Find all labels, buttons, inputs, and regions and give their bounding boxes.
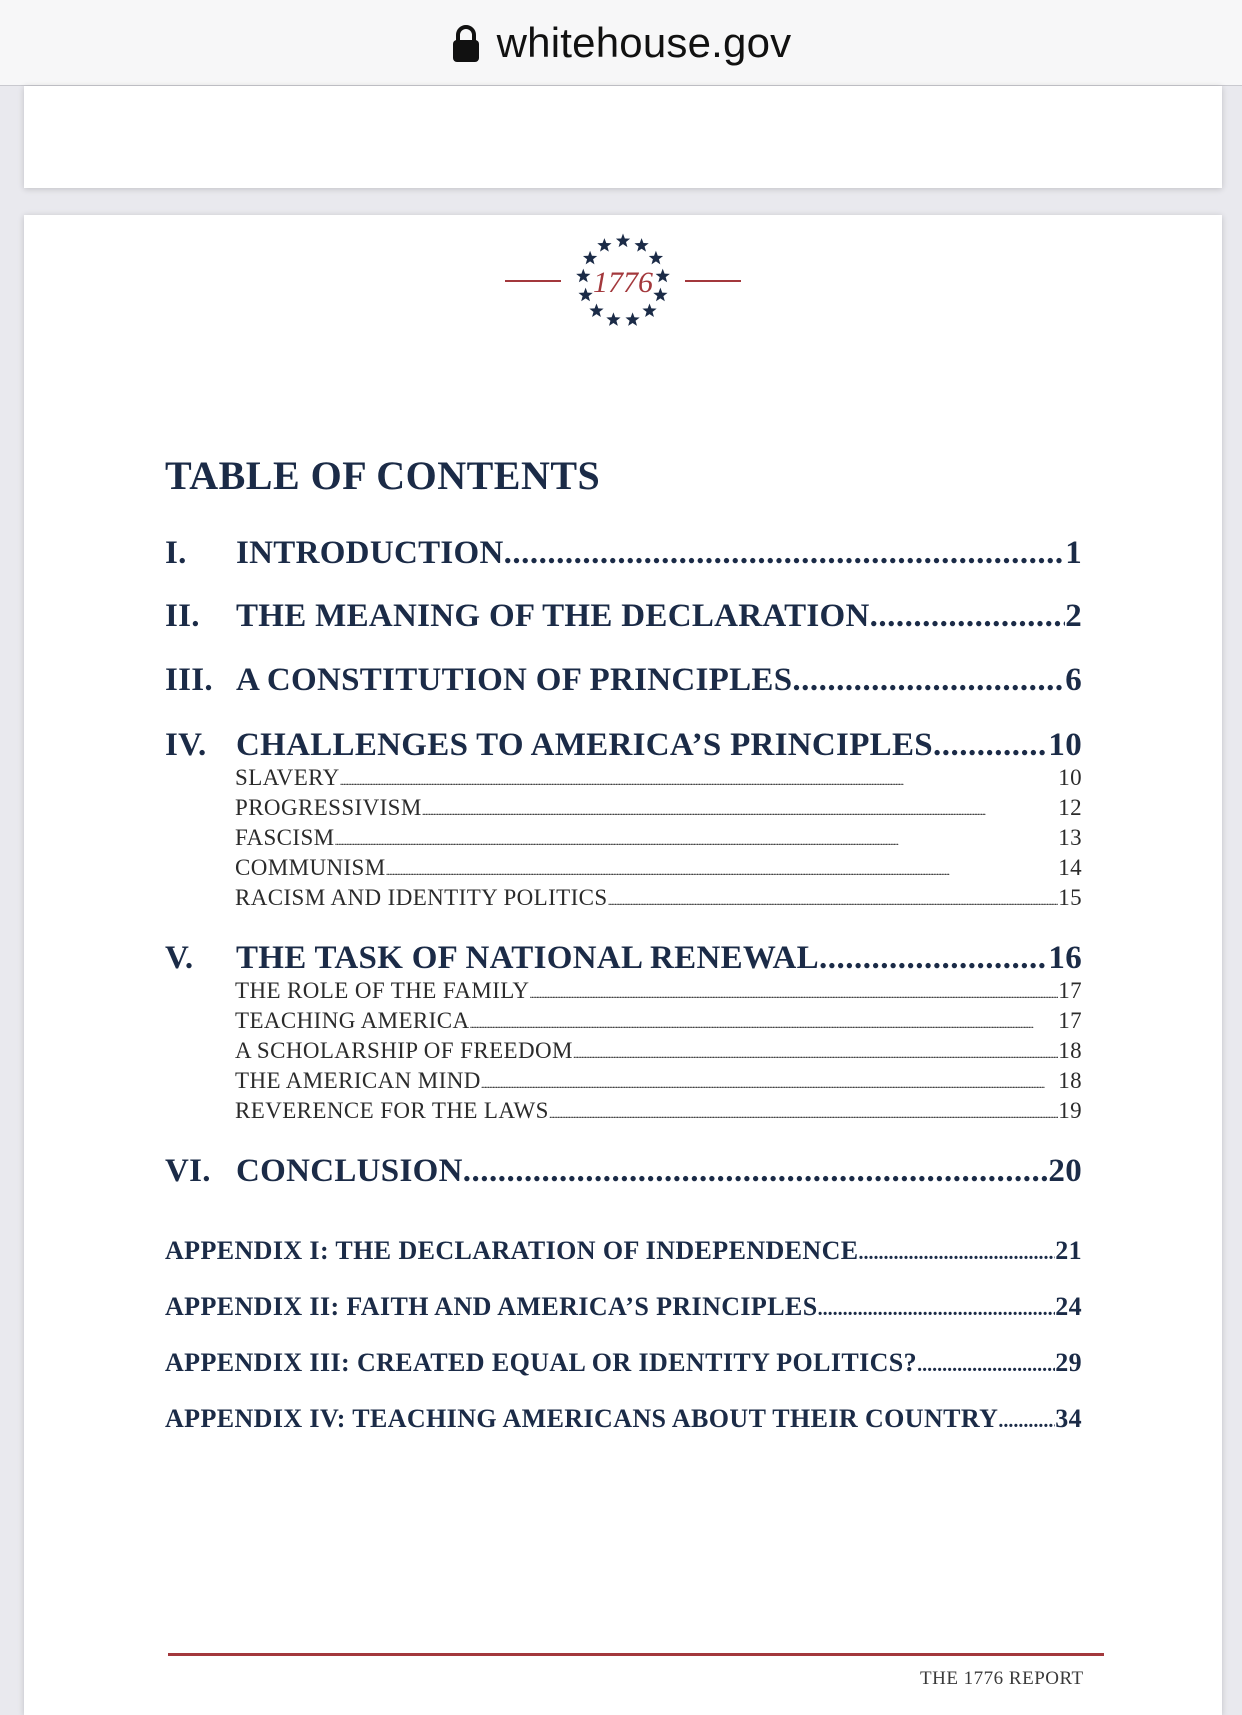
toc-subsection-entry[interactable] xyxy=(235,795,1082,821)
page-number: 10 xyxy=(1048,727,1082,763)
dot-leader xyxy=(481,1068,1058,1094)
page-number: 1 xyxy=(1065,535,1082,571)
entry-label: TEACHING AMERICA xyxy=(235,1008,470,1033)
previous-page xyxy=(24,86,1222,188)
star-icon xyxy=(606,312,620,326)
entry-label: THE ROLE OF THE FAMILY xyxy=(235,978,530,1003)
entry-label: THE AMERICAN MIND xyxy=(235,1068,481,1093)
toc-subsection-entry[interactable] xyxy=(235,765,1082,791)
toc-subsection-entry[interactable] xyxy=(235,1068,1082,1094)
dot-leader xyxy=(917,1348,1055,1378)
page-number: 29 xyxy=(1055,1348,1082,1377)
star-icon xyxy=(634,238,648,252)
star-icon xyxy=(656,269,670,283)
dot-leader xyxy=(335,825,1059,851)
toc-title: TABLE OF CONTENTS xyxy=(165,453,601,498)
dot-leader xyxy=(422,795,1058,821)
dot-leader xyxy=(573,1038,1058,1064)
star-icon xyxy=(642,303,656,317)
entry-label: PROGRESSIVISM xyxy=(235,795,422,820)
star-icon xyxy=(625,312,639,326)
toc-appendix-entry[interactable] xyxy=(165,1236,1082,1266)
lock-icon xyxy=(451,24,481,64)
dot-leader xyxy=(933,727,1048,764)
toc-section-entry[interactable] xyxy=(165,598,1082,635)
page-number: 15 xyxy=(1058,885,1082,910)
entry-label: INTRODUCTION xyxy=(236,535,504,571)
entry-label: A SCHOLARSHIP OF FREEDOM xyxy=(235,1038,573,1063)
page-number: 24 xyxy=(1055,1292,1082,1321)
dot-leader xyxy=(998,1404,1055,1434)
page-number: 18 xyxy=(1058,1038,1082,1063)
dot-leader xyxy=(463,1153,1049,1190)
entry-label: CHALLENGES TO AMERICA’S PRINCIPLES xyxy=(236,727,933,763)
dot-leader xyxy=(792,662,1065,699)
page-number: 16 xyxy=(1048,940,1082,976)
dot-leader xyxy=(504,535,1066,572)
section-number: I. xyxy=(165,535,187,571)
entry-label: THE MEANING OF THE DECLARATION xyxy=(236,598,870,634)
section-number: V. xyxy=(165,940,194,976)
entry-label: RACISM AND IDENTITY POLITICS xyxy=(235,885,608,910)
entry-label: APPENDIX III: CREATED EQUAL OR IDENTITY POLITICS? xyxy=(165,1348,918,1377)
star-icon xyxy=(589,303,603,317)
page-number: 17 xyxy=(1058,978,1082,1003)
star-icon xyxy=(597,238,611,252)
entry-label: SLAVERY xyxy=(235,765,340,790)
entry-label: THE TASK OF NATIONAL RENEWAL xyxy=(236,940,819,976)
dot-leader xyxy=(529,978,1058,1004)
entry-label: APPENDIX II: FAITH AND AMERICA’S PRINCIPLES xyxy=(165,1292,818,1321)
toc-subsection-entry[interactable] xyxy=(235,885,1082,911)
dot-leader xyxy=(608,885,1059,911)
toc-appendix-entry[interactable] xyxy=(165,1292,1082,1322)
page-number: 13 xyxy=(1058,825,1082,850)
toc-section-entry[interactable] xyxy=(165,940,1082,977)
dot-leader xyxy=(549,1098,1058,1124)
toc-appendix-entry[interactable] xyxy=(165,1404,1082,1434)
dot-leader xyxy=(469,1008,1058,1034)
toc-subsection-entry[interactable] xyxy=(235,978,1082,1004)
star-icon xyxy=(583,251,597,265)
toc-section-entry[interactable] xyxy=(165,662,1082,699)
toc-subsection-entry[interactable] xyxy=(235,1098,1082,1124)
entry-label: CONCLUSION xyxy=(236,1153,463,1189)
toc-subsection-entry[interactable] xyxy=(235,825,1082,851)
entry-label: COMMUNISM xyxy=(235,855,386,880)
section-number: III. xyxy=(165,662,213,698)
logo-year: 1776 xyxy=(593,266,653,299)
dot-leader xyxy=(870,598,1066,635)
toc-subsection-entry[interactable] xyxy=(235,1008,1082,1034)
toc-section-entry[interactable] xyxy=(165,535,1082,572)
footer-rule xyxy=(168,1653,1104,1656)
entry-label: REVERENCE FOR THE LAWS xyxy=(235,1098,549,1123)
page-number: 20 xyxy=(1048,1153,1082,1189)
star-icon xyxy=(653,288,667,302)
dot-leader xyxy=(386,855,1059,881)
browser-url-bar[interactable] xyxy=(0,0,1242,86)
dot-leader xyxy=(859,1236,1056,1266)
entry-label: APPENDIX IV: TEACHING AMERICANS ABOUT THEIR COUNTRY xyxy=(165,1404,999,1433)
page-number: 21 xyxy=(1055,1236,1082,1265)
footer-text: THE 1776 REPORT xyxy=(920,1668,1084,1689)
page-number: 34 xyxy=(1055,1404,1082,1433)
section-number: IV. xyxy=(165,727,207,763)
page-number: 18 xyxy=(1058,1068,1082,1093)
section-number: II. xyxy=(165,598,200,634)
page-number: 10 xyxy=(1058,765,1082,790)
star-icon xyxy=(576,269,590,283)
toc-subsection-entry[interactable] xyxy=(235,855,1082,881)
toc-section-entry[interactable] xyxy=(165,727,1082,764)
star-icon xyxy=(616,234,630,248)
page-number: 12 xyxy=(1058,795,1082,820)
toc-section-entry[interactable] xyxy=(165,1153,1082,1190)
star-icon xyxy=(578,288,592,302)
section-number: VI. xyxy=(165,1153,211,1189)
entry-label: APPENDIX I: THE DECLARATION OF INDEPENDENCE xyxy=(165,1236,859,1265)
page-number: 2 xyxy=(1065,598,1082,634)
dot-leader xyxy=(818,1292,1056,1322)
page-number: 19 xyxy=(1058,1098,1082,1123)
toc-subsection-entry[interactable] xyxy=(235,1038,1082,1064)
page-number: 14 xyxy=(1058,855,1082,880)
url-text[interactable]: whitehouse.gov xyxy=(496,18,792,66)
dot-leader xyxy=(340,765,1059,791)
dot-leader xyxy=(819,940,1048,977)
page-number: 6 xyxy=(1065,662,1082,698)
entry-label: FASCISM xyxy=(235,825,335,850)
toc-appendix-entry[interactable] xyxy=(165,1348,1082,1378)
entry-label: A CONSTITUTION OF PRINCIPLES xyxy=(236,662,793,698)
page-number: 17 xyxy=(1058,1008,1082,1033)
logo-1776 xyxy=(505,232,745,342)
star-icon xyxy=(649,251,663,265)
